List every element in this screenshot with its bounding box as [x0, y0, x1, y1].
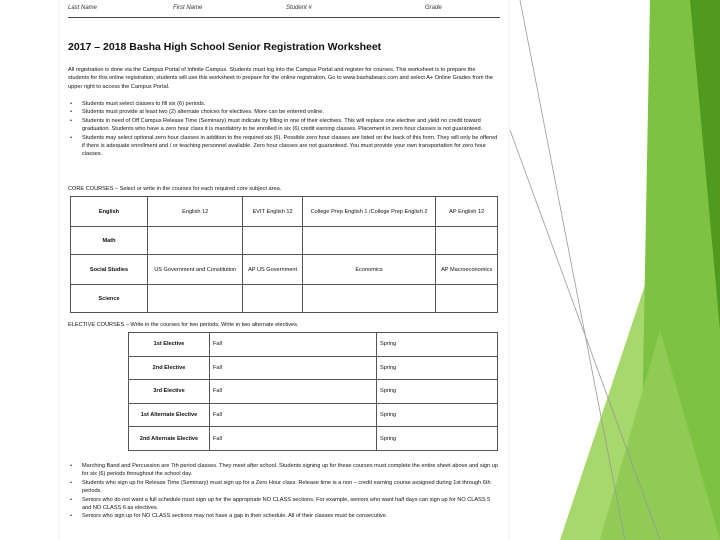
table-row	[129, 427, 498, 451]
first-name-label: First Name	[173, 5, 203, 11]
course-option[interactable]: English 12	[148, 197, 243, 227]
course-option[interactable]: US Government and Constitution	[148, 255, 243, 285]
elective-label: 3rd Elective	[129, 380, 210, 404]
fall-field[interactable]: Fall	[210, 333, 377, 357]
course-option[interactable]: EVIT English 12	[243, 197, 302, 227]
subject-cell: Math	[71, 227, 148, 255]
instruction-item: • Students must provide at least two (2) alternate choices for electives. More can be entered online.	[68, 108, 498, 116]
spring-field[interactable]: Spring	[377, 380, 498, 404]
course-option[interactable]	[243, 285, 302, 313]
course-option[interactable]: AP English 12	[436, 197, 498, 227]
table-row	[71, 197, 498, 227]
elective-courses-label: ELECTIVE COURSES – Write in the courses for two periods. Write in two alternate electives.	[68, 322, 299, 328]
course-option[interactable]	[302, 285, 436, 313]
spring-field[interactable]: Spring	[377, 333, 498, 357]
table-row	[129, 333, 498, 357]
green-facet-mid	[640, 0, 720, 540]
subject-cell: English	[71, 197, 148, 227]
green-facet-light	[560, 60, 720, 540]
table-row	[129, 380, 498, 404]
instruction-list	[68, 100, 498, 159]
course-option[interactable]	[436, 227, 498, 255]
worksheet-title: 2017 – 2018 Basha High School Senior Registration Worksheet	[68, 41, 382, 53]
note-item: • Students who sign up for Release Time (Seminary) must sign up for a Zero Hour class. Release time is a non – credit earning course assigned during 1st through 6th periods.	[68, 479, 498, 496]
instruction-item: • Students must select classes to fill six (6) periods.	[68, 100, 498, 108]
notes-list	[68, 462, 498, 521]
note-item: • Seniors who sign up for NO CLASS sections may not have a gap in their schedule. All of their classes must be consecutive.	[68, 512, 498, 520]
spring-field[interactable]: Spring	[377, 427, 498, 451]
student-number-label: Student #	[286, 5, 312, 11]
elective-label: 2nd Alternate Elective	[129, 427, 210, 451]
worksheet-document	[60, 0, 508, 540]
table-row	[71, 285, 498, 313]
elective-label: 1st Elective	[129, 333, 210, 357]
fall-field[interactable]: Fall	[210, 380, 377, 404]
last-name-label: Last Name	[68, 5, 98, 11]
fall-field[interactable]: Fall	[210, 356, 377, 380]
student-info-header	[68, 3, 500, 18]
instruction-item: • Students may select optional zero hour classes in addition to the required six (6). Possible zero hour classes are listed on the back of this form. They will only be offered if there is adequate enrollment and / or teaching personnel available. Zero hour classes are not guaranteed. You must provide your own transportation for zero hour classes.	[68, 134, 498, 159]
green-facet-dark	[690, 0, 720, 330]
table-row	[129, 356, 498, 380]
course-option[interactable]	[148, 285, 243, 313]
subject-cell: Science	[71, 285, 148, 313]
grade-label: Grade	[425, 5, 442, 11]
course-option[interactable]: College Prep English 1 /College Prep English 2	[302, 197, 436, 227]
course-option[interactable]: Economics	[302, 255, 436, 285]
course-option[interactable]	[243, 227, 302, 255]
intro-paragraph: All registration is done via the Campus Portal of Infinite Campus. Students must log into the Campus Portal and register for courses. This worksheet is to prepare the students for this online registration; students will use this worksheet to prepare for the online registration. Go to www.bashabears.com and select A+ Online Grades from the upper right to access the Campus Portal.	[68, 67, 493, 90]
instruction-item: • Students in need of Off Campus Release Time (Seminary) must indicate by filling in one of their electives. This will replace one elective and yield no credit toward graduation. Students who have a zero hour class it is mandatory to be enrolled in six (6) credit earning classes. Placement in zero hour classes is not guaranteed.	[68, 117, 498, 134]
course-option[interactable]	[148, 227, 243, 255]
table-row	[71, 227, 498, 255]
spring-field[interactable]: Spring	[377, 356, 498, 380]
spring-field[interactable]: Spring	[377, 403, 498, 427]
note-item: • Marching Band and Percussion are 7th period classes. They meet after school. Students signing up for these courses must complete the entire sheet above and sign up for six (6) periods throughout the school day.	[68, 462, 498, 479]
table-row	[71, 255, 498, 285]
course-option[interactable]: AP Macroeconomics	[436, 255, 498, 285]
note-item: • Seniors who do not want a full schedule must sign up for the appropriate NO CLASS sections. For example, seniors who want half days can sign up for NO CLASS 5 and NO CLASS 6 as electives.	[68, 496, 498, 513]
elective-label: 2nd Elective	[129, 356, 210, 380]
deco-line-1	[510, 130, 660, 540]
table-row	[129, 403, 498, 427]
course-option[interactable]: AP US Government	[243, 255, 302, 285]
subject-cell: Social Studies	[71, 255, 148, 285]
fall-field[interactable]: Fall	[210, 427, 377, 451]
deco-line-2	[520, 0, 625, 540]
course-option[interactable]	[302, 227, 436, 255]
core-courses-label: CORE COURSES – Select or write in the courses for each required core subject area.	[68, 186, 282, 192]
core-courses-table	[70, 196, 498, 313]
elective-label: 1st Alternate Elective	[129, 403, 210, 427]
green-facet-bottom	[600, 330, 720, 540]
elective-courses-table	[128, 332, 498, 451]
fall-field[interactable]: Fall	[210, 403, 377, 427]
course-option[interactable]	[436, 285, 498, 313]
